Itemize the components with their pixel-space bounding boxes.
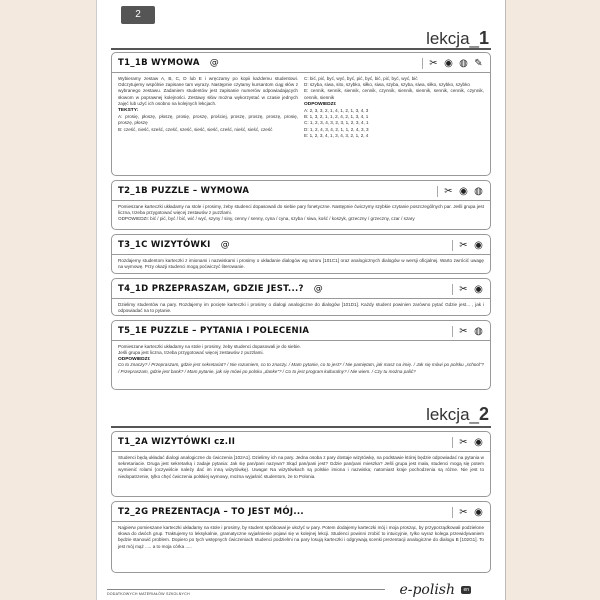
text-d: D: szyba, siwa, sito, szybko, siłko, siwa, szyba, szyba, siwa, siłko, szybko, szybko xyxy=(304,82,470,88)
footer-text: DODATKOWYCH MATERIAŁÓW SZKOLNYCH xyxy=(107,592,190,596)
scissors-icon: ✂ xyxy=(459,239,468,251)
exercise-title: T3_1C WIZYTÓWKI @ xyxy=(118,240,230,250)
scissors-icon: ✂ xyxy=(429,57,438,69)
divider xyxy=(112,298,490,299)
exercise-title: T2_2G PREZENTACJA – TO JEST MÓJ... xyxy=(118,507,304,517)
lesson-1-heading xyxy=(426,28,489,49)
speech-lips-icon: ◉ xyxy=(474,283,483,295)
scissors-icon: ✂ xyxy=(459,436,468,448)
answers: ODPOWIEDZI: bić / pić, być / bić, wić / wyć, szyny / siny, cenny / senny, cyna / cyna, szyba / siwa, kość / koszyk, grzeczny / grzeczny, czar / szary xyxy=(118,216,415,222)
exercise-icons xyxy=(452,437,484,448)
divider xyxy=(112,451,490,452)
divider xyxy=(112,340,490,341)
logo-badge: en xyxy=(463,587,469,593)
exercise-t2 xyxy=(111,180,491,230)
instructions: Rozdajemy studentom karteczki z imionami i nazwiskami i prosimy o układanie dialogów wg wzoru [101C1] oraz analogicznych dialogów w wersji oficjalnej. Warto zwrócić uwagę na wymowę. Przy okazji studenci mogą poćwiczyć literowanie. xyxy=(118,258,484,270)
writing-icon: ✎ xyxy=(474,57,483,69)
answers-label: ODPOWIEDZI: xyxy=(304,101,337,107)
footer xyxy=(97,578,505,600)
answers-label: ODPOWIEDZI: xyxy=(118,357,151,363)
exercise-title: T4_1D PRZEPRASZAM, GDZIE JEST...? @ xyxy=(118,284,324,294)
divider xyxy=(111,426,491,428)
exercise-t4 xyxy=(111,278,491,316)
exercise-t1 xyxy=(111,52,491,176)
texts-label: TEKSTY: xyxy=(118,108,139,114)
lesson-number: 1 xyxy=(478,28,489,48)
exercise-title: T5_1E PUZZLE – PYTANIA I POLECENIA xyxy=(118,326,310,336)
e-polish-logo: e-polish xyxy=(399,582,455,598)
speech-lips-icon: ◉ xyxy=(459,185,468,197)
page xyxy=(96,0,506,600)
exercise-t7 xyxy=(111,501,491,573)
divider xyxy=(112,254,490,255)
answer-e: E: 1, 2, 3, 4, 1, 3, 4, 3, 2, 1, 2, 4 xyxy=(304,132,369,138)
lesson-number: 2 xyxy=(478,404,489,424)
speech-lips-icon: ◉ xyxy=(474,436,483,448)
exercise-icons xyxy=(422,58,484,69)
speech-lips-icon: ◉ xyxy=(444,57,453,69)
answer-b: B: 1, 3, 2, 1, 1, 2, 4, 2, 1, 3, 4, 1 xyxy=(304,114,369,120)
divider xyxy=(112,72,490,73)
instructions: Dzielimy studentów na pary. Rozdajemy im pocięte karteczki i prosimy o dialogi analogiczne do dialogów [101D1]. Każdy student powinien zarówno pytać Gdzie jest... , jak i odpowiadać na to pytanie. xyxy=(118,302,484,314)
scissors-icon: ✂ xyxy=(459,283,468,295)
exercise-icons xyxy=(452,326,484,337)
exercise-t3 xyxy=(111,234,491,274)
exercise-icons xyxy=(452,284,484,295)
speech-lips-icon: ◉ xyxy=(474,506,483,518)
lesson-label: lekcja_ xyxy=(426,29,479,48)
divider xyxy=(112,200,490,201)
listening-icon: ◍ xyxy=(459,57,468,69)
text-b: B: cześć, nieść, sześć, cześć, sześć, sieść, sieść, cześć, nieść, sieść, cześć xyxy=(118,126,273,132)
lesson-2-heading xyxy=(426,404,489,425)
text-c: C: bić, pić, być, wyć, być, pić, być, bić, pić, być, wyć, bić xyxy=(304,76,418,81)
exercise-t5 xyxy=(111,320,491,390)
scissors-icon: ✂ xyxy=(444,185,453,197)
text-a: A: prosię, płoszę, płoszę, prosię, proszę, prościej, proszę, proszę, proszę, prosię, proszę, płoszę xyxy=(118,114,298,126)
lesson-label: lekcja_ xyxy=(426,405,479,424)
exercise-title: T2_1B PUZZLE – WYMOWA xyxy=(118,186,250,196)
exercise-title: T1_1B WYMOWA @ xyxy=(118,58,220,68)
scissors-icon: ✂ xyxy=(459,506,468,518)
instructions: Wybieramy zestaw A, B, C, D lub E i wręczamy po kopii każdemu studentowi. Odczytujemy wspólnie zapisane tam wyrazy. Następnie czytamy kursantom ciąg słów z wybranego zestawu. Zadaniem studentów jest zapisanie numerów odpowiadających słowom w poprawnej kolejności. Zestawy słów można wykorzystać w czasie jednych zajęć lub użyć ich osobno na kolejnych lekcjach. xyxy=(118,76,298,106)
answer-d: D: 1, 2, 4, 3, 4, 2, 1, 1, 2, 4, 3, 3 xyxy=(304,126,369,132)
answer-a: A: 2, 3, 3, 2, 1, 4, 1, 2, 1, 3, 4, 3 xyxy=(304,108,369,114)
speech-lips-icon: ◉ xyxy=(474,239,483,251)
listening-icon: ◍ xyxy=(474,325,483,337)
text-e: E: cennik, sennik, siennik, cennik, czynnik, siennik, siennik, sennik, cennik, czynnik, cennik, siennik xyxy=(304,88,484,100)
exercise-title: T1_2A WIZYTÓWKI cz.II xyxy=(118,437,236,447)
instructions: Najpierw pomieszane karteczki układamy na stole i prosimy, by student spróbował je ułożyć w pary. Potem dodajemy karteczki mój i moja prosząc, by przyporządkowali podzielone słowa do dwóch grup. Traktujemy to leksykalnie, gramatyczne wyjaśnienie pojawi się w kolejnej lekcji. Studenci powinni zrobić to intuicyjnie, tylko wyraz kolega przewidywaniem będzie stanowić problem. Dopiero po tych wstępnych ćwiczeniach studenci podzielmi na pary losują karteczki i odgrywają scenki prezentacji analogiczne do dialogu B [102G1]. To jest mój mąż ..... a to moja córka ..... xyxy=(118,525,484,549)
divider xyxy=(111,48,491,50)
instructions: Pomieszane karteczki układamy na stole i prosimy, żeby studenci dopasowali do siebie pary fonetyczne. Następnie ćwiczymy szybkie czytanie poszczególnych par. Jeśli grupa jest liczna, trzeba przygotować więcej zestawów z puzzlami. xyxy=(118,204,484,216)
instructions: Pomieszane karteczki układamy na stole i prosimy, żeby studenci dopasowali je do siebie. xyxy=(118,344,301,349)
instructions: Studenci będą układać dialogi analogiczne do ćwiczenia [102A1]. Dzielimy ich na pary. Jedna osoba z pary dostaje wizytówkę, na podstawie której będzie odpowiadać na pytania w sekretariacie. Druga jest sekretarką i zadaje pytania: Jak się pan/pani nazywa? Skąd pan/pani jest? Gdzie pan/pani mieszka? Jeśli grupa jest mała, studenci mogą się potem wymienić rolami (oczywiście należy dać im inną wizytówkę). Uwaga! Na wizytówkach są polskie imiona i nazwiska; natomiast kraje pochodzenia są różne. Nie jest to niedopatrzenie, tylko chęć ćwiczenia polskiej wymowy, można wyjaśnić studentom, że to Polonia. xyxy=(118,455,484,479)
page-number: 2 xyxy=(121,6,155,24)
answers: Co to znaczy? / Przepraszam, gdzie jest sekretariat? / Nie rozumiem, co to znaczy. / Mam pytanie, co to jest? / Nie pamiętam, jak masz na imię. / Jak się mówi po polsku „school”? / Przepraszam, gdzie jest bank? / Mam pytanie, jak się mówi po polsku „danke”? / Co to jest program kulturalny? / Nie wiem. / Czy tu można palić? xyxy=(118,362,484,374)
divider xyxy=(107,589,385,590)
exercise-icons xyxy=(437,186,484,197)
exercise-t6 xyxy=(111,431,491,497)
scissors-icon: ✂ xyxy=(459,325,468,337)
listening-icon: ◍ xyxy=(474,185,483,197)
exercise-icons xyxy=(452,507,484,518)
answer-c: C: 1, 2, 3, 4, 3, 2, 3, 1, 2, 3, 4, 1 xyxy=(304,120,369,126)
exercise-icons xyxy=(452,240,484,251)
divider xyxy=(112,521,490,522)
instructions-note: Jeśli grupa jest liczna, trzeba przygotować więcej zestawów z puzzlami. xyxy=(118,350,264,356)
